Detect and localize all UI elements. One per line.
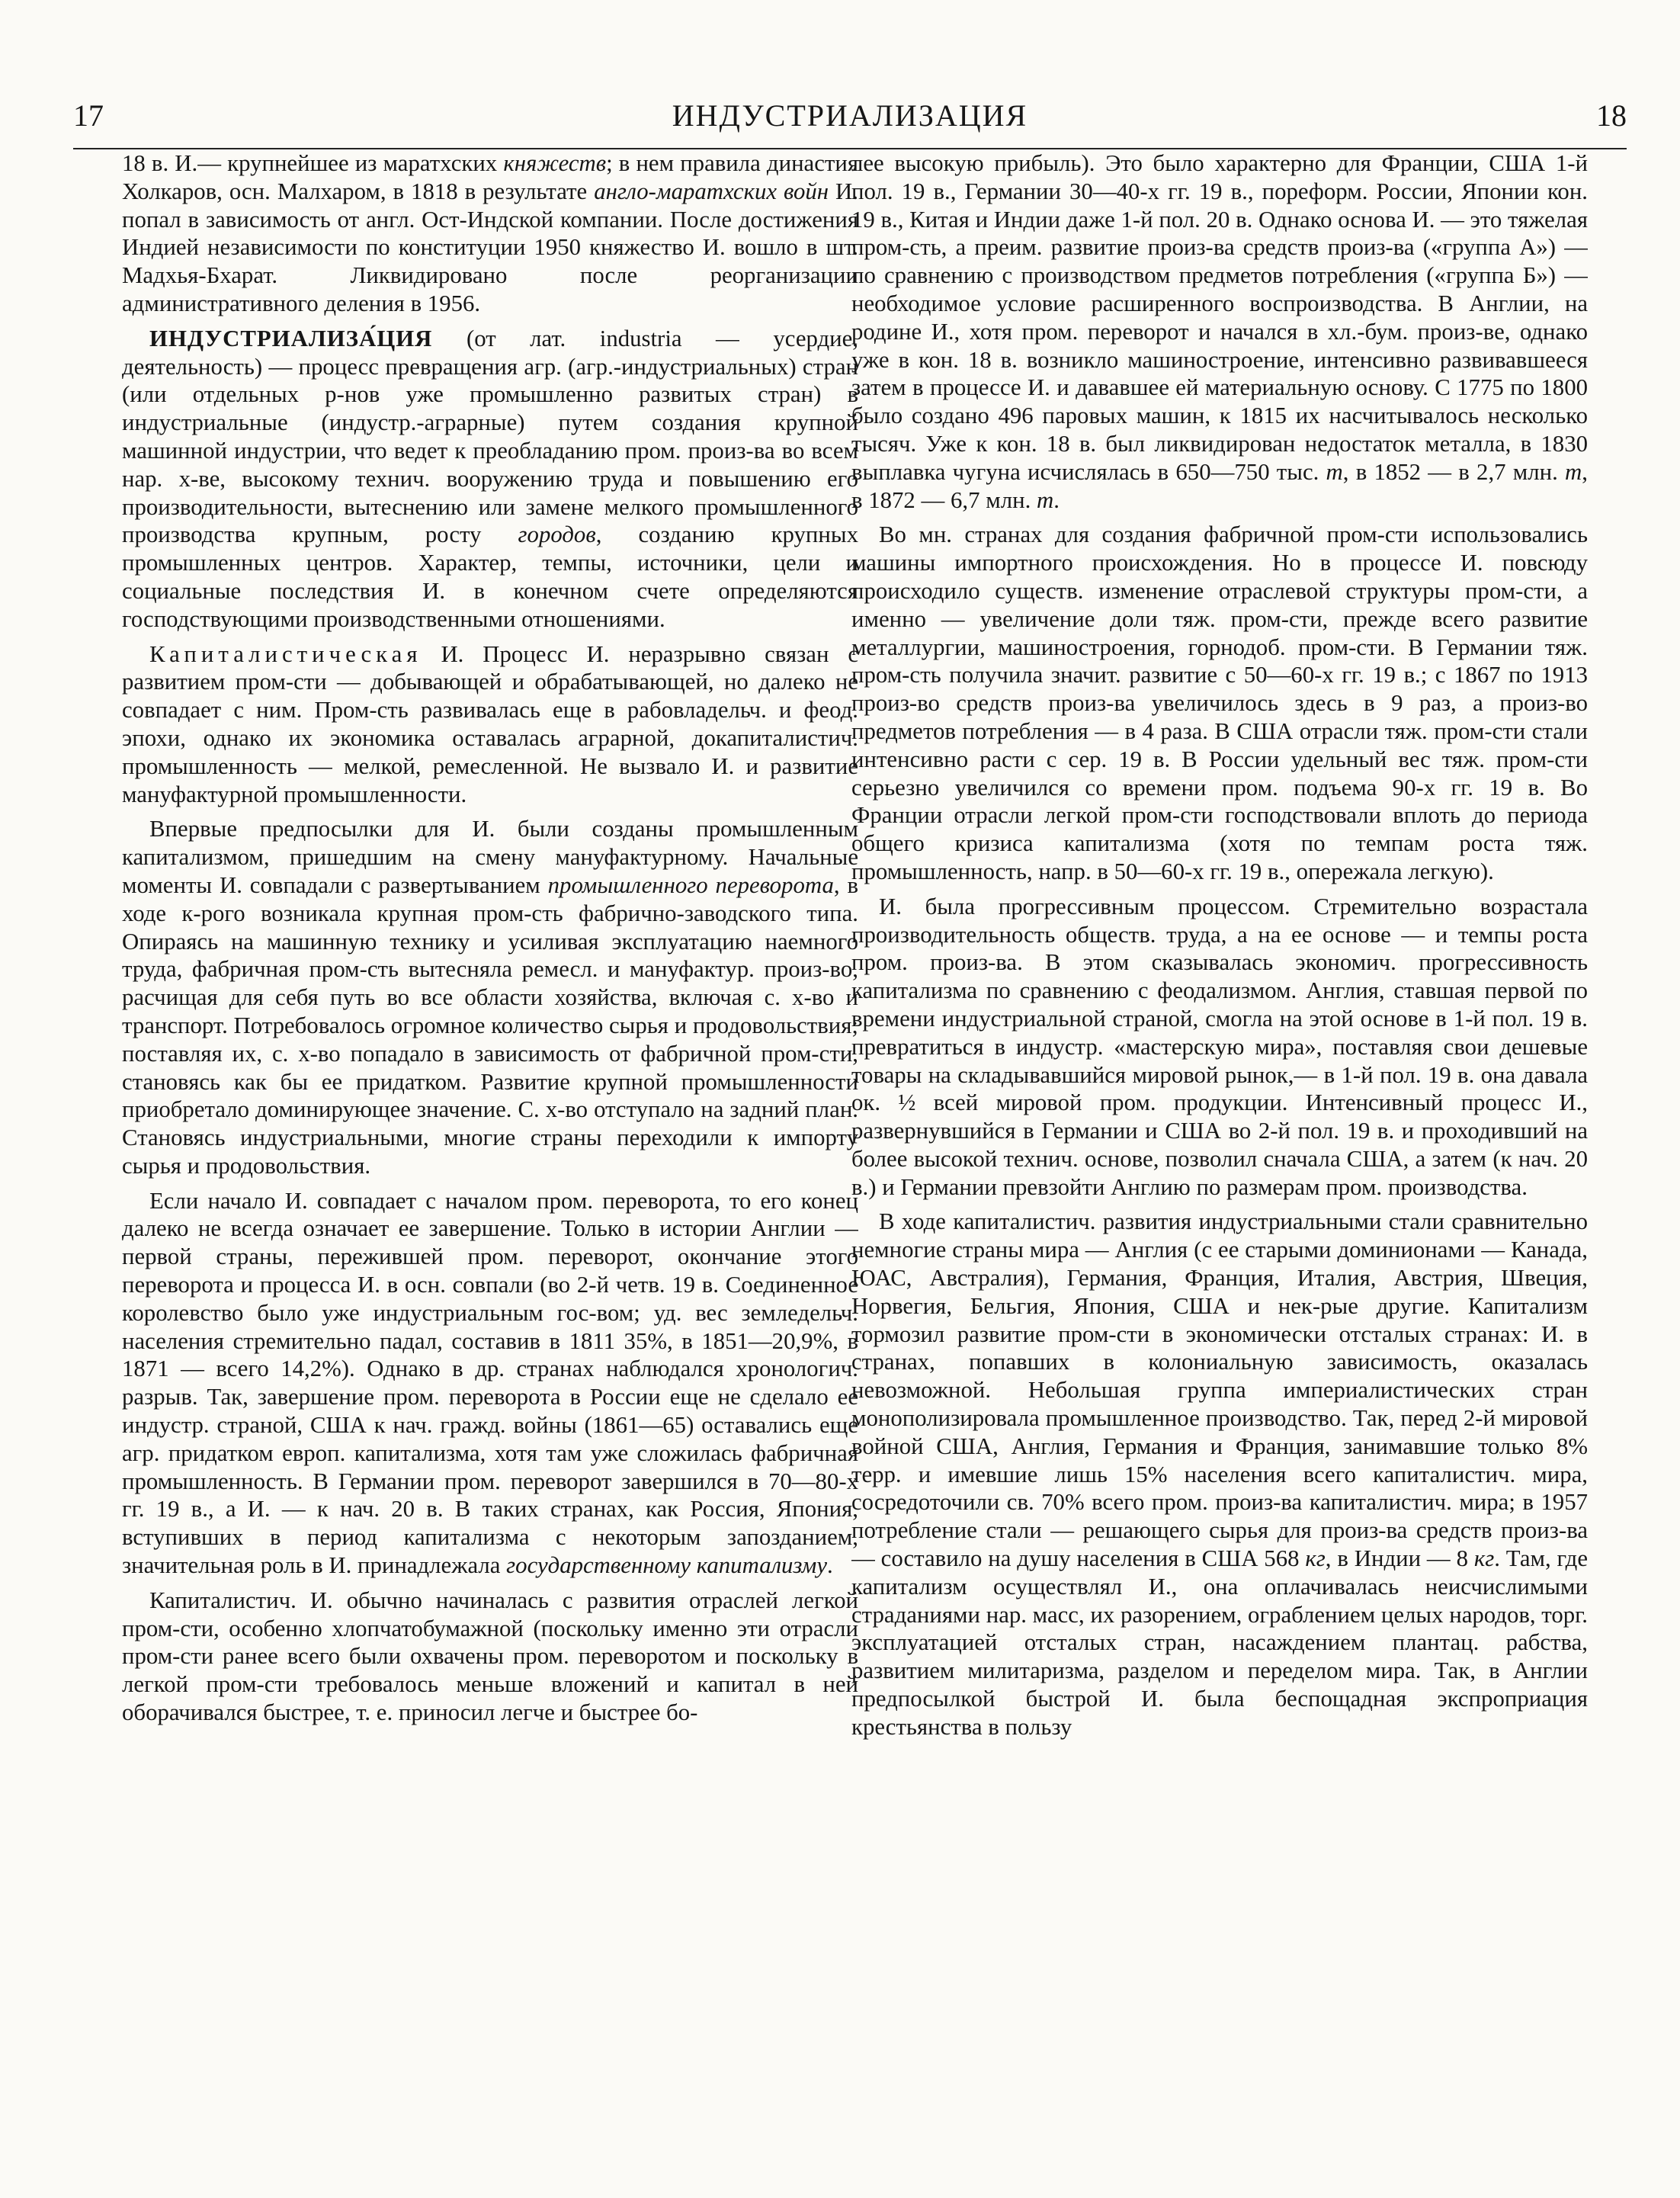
cross-reference: кг (1305, 1545, 1326, 1572)
text-run: В ходе капиталистич. развития индустриальными стали сравнительно немногие страны мира — Англия (с ее старыми доминионами — Канада, ЮАС, Австралия), Германия, Франция, Италия, Австрия, Швеция, Норвегия, Бельгия, Япония, США и нек-рые другие. Капитализм тормозил развитие пром-сти в экономически отсталых странах: И. в странах, попавших в колониальную зависимость, оказалась невозможной. Небольшая группа империалистических стран монополизировала промышленное производство. Так, перед 2-й мировой войной США, Англия, Германия и Франция, занимавшие только 8% терр. и имевшие лишь 15% населения всего капиталистич. мира, сосредоточили св. 70% всего пром. произ-ва капиталистич. мира; в 1957 потребление стали — решающего сырья для произ-ва средств произ-ва — составило на душу населения в США 568 (851, 1208, 1588, 1572)
text-run: , в Индии — 8 (1325, 1545, 1474, 1572)
text-run: . (1053, 486, 1060, 513)
page-number-right: 18 (1596, 98, 1627, 133)
cross-reference: т (1036, 486, 1054, 513)
cross-reference: т (1326, 458, 1343, 485)
left-column (122, 149, 858, 2139)
running-header (73, 88, 1627, 143)
text-run: Впервые предпосылки для И. были созданы промышленным капитализмом, пришедшим на смену мануфактурному. Начальные моменты И. совпадали с развертыванием (122, 816, 858, 898)
text-run: , в 1872 — 6,7 млн. (851, 458, 1588, 513)
paragraph (851, 521, 1588, 885)
text-run: ; в нем правила династия Холкаров, осн. Малхаром, в 1818 в результате (122, 150, 858, 204)
text-run: . Там, где капитализм осуществлял И., она оплачивалась неисчислимыми страданиями нар. масс, их разорением, ограблением целых народов, торг. эксплуатацией отсталых стран, насаждением плантац. рабства, развитием милитаризма, разделом и переделом мира. Так, в Англии предпосылкой быстрой И. была беспощадная экспроприация крестьянства в пользу (851, 1545, 1588, 1740)
paragraph (122, 1187, 858, 1580)
cross-reference: т (1565, 458, 1582, 485)
cross-reference: кг (1473, 1545, 1495, 1572)
text-run: Во мн. странах для создания фабричной пром-сти использовались машины импортного происхождения. Но в процессе И. повсюду происходило существ. изменение отраслевой структуры пром-сти, а именно — увеличение доли тяж. пром-сти, прежде всего развитие металлургии, машиностроения, горнодоб. пром-сти. В Германии тяж. пром-сть получила значит. развитие с 50—60-х гг. 19 в.; с 1867 по 1913 произ-во средств произ-ва увеличилось здесь в 9 раз, а произ-во предметов потребления — в 4 раза. В США отрасли тяж. пром-сти стали интенсивно расти с сер. 19 в. В России удельный вес тяж. пром-сти серьезно увеличился со времени пром. подъема 90-х гг. 19 в. Во Франции отрасли легкой пром-сти господствовали вплоть до периода общего кризиса капитализма (хотя по темпам роста тяж. промышленность, напр. в 50—60-х гг. 19 в., опережала легкую). (851, 521, 1588, 884)
text-run: Капиталистическая (149, 640, 422, 667)
paragraph (122, 815, 858, 1179)
text-run: Капиталистич. И. обычно начиналась с развития отраслей легкой пром-сти, особенно хлопчатобумажной (поскольку именно эти отрасли пром-сти ранее всего были охвачены пром. переворотом и поскольку в легкой пром-сти требовалось меньше вложений и капитал в ней оборачивался быстрее, т. е. приносил легче и быстрее бо- (122, 1587, 858, 1726)
cross-reference: городов (518, 521, 596, 548)
paragraph (122, 149, 858, 318)
text-run: 18 в. И.— крупнейшее из маратхских (122, 150, 504, 176)
text-run: , в ходе к-рого возникала крупная пром-сть фабрично-заводского типа. Опираясь на машинную технику и усиливая эксплуатацию наемного труда, фабричная пром-сть вытесняла ремесл. и мануфактур. произ-во, расчищая для себя путь во все области хозяйства, включая с. х-во и транспорт. Потребовалось огромное количество сырья и продовольствия; поставляя их, с. х-во попадало в зависимость от фабричной пром-сти, становясь как бы ее придатком. Развитие крупной промышленности приобретало доминирующее значение. С. х-во отступало на задний план. Становясь индустриальными, многие страны переходили к импорту сырья и продовольствия. (122, 871, 858, 1179)
paragraph (851, 1208, 1588, 1741)
text-run: лее высокую прибыль). Это было характерно для Франции, США 1-й пол. 19 в., Германии 30—40-х гг. 19 в., пореформ. России, Японии кон. 19 в., Китая и Индии даже 1-й пол. 20 в. Однако основа И. — это тяжелая пром-сть, а преим. развитие произ-ва средств произ-ва («группа А») — по сравнению с производством предметов потребления («группа Б») — необходимое условие расширенного воспроизводства. В Англии, на родине И., хотя пром. переворот и начался в хл.-бум. произ-ве, однако уже в кон. 18 в. возникло машиностроение, интенсивно развивавшееся затем в процессе И. и дававшее ей материальную основу. С 1775 по 1800 было создано 496 паровых машин, к 1815 их насчитывалось несколько тысяч. Уже к кон. 18 в. был ликвидирован недостаток металла, в 1830 выплавка чугуна исчислялась в 650—750 тыс. (851, 150, 1588, 485)
page-number-left: 17 (73, 98, 104, 133)
text-run: И. была прогрессивным процессом. Стремительно возрастала производительность обществ. труда, а на ее основе — и темпы роста пром. произ-ва. В этом сказывалась экономич. прогрессивность капитализма по сравнению с феодализмом. Англия, ставшая первой по времени индустриальной страной, смогла на этой основе в 1-й пол. 19 в. превратиться в индустр. «мастерскую мира», поставляя свои дешевые товары на складывавшийся мировой рынок,— в 1-й пол. 19 в. она давала ок. ½ всей мировой пром. продукции. Интенсивный процесс И., развернувшийся в Германии и США во 2-й пол. 19 в. и проходивший на более высокой технич. основе, позволил сначала США, а затем (к нач. 20 в.) и Германии превзойти Англию по размерам пром. производства. (851, 893, 1588, 1200)
right-column (851, 149, 1588, 2139)
paragraph (851, 149, 1588, 514)
headword: ИНДУСТРИАЛИЗА́ЦИЯ (149, 325, 433, 351)
text-run: . (827, 1552, 833, 1579)
cross-reference: англо-маратхских войн (594, 178, 829, 204)
paragraph (122, 640, 858, 809)
paragraph (122, 325, 858, 634)
text-run: , созданию крупных промышленных центров. Характер, темпы, источники, цели и социальные последствия И. в конечном счете определяются господствующими производственными отношениями. (122, 521, 858, 632)
text-run: Если начало И. совпадает с началом пром. переворота, то его конец далеко не всегда означает ее завершение. Только в истории Англии — первой страны, пережившей пром. переворот, окончание этого переворота и процесса И. в осн. совпали (во 2-й четв. 19 в. Соединенное королевство было уже индустриальным гос-вом; уд. вес земледельч. населения стремительно падал, составив в 1811 35%, в 1851—20,9%, в 1871 — всего 14,2%). Однако в др. странах наблюдался хронологич. разрыв. Так, завершение пром. переворота в России еще не сделало ее индустр. страной, США к нач. гражд. войны (1861—65) оставались еще агр. придатком европ. капитализма, хотя там уже сложилась фабричная промышленность. В Германии пром. переворот завершился в 70—80-х гг. 19 в., а И. — к нач. 20 в. В таких странах, как Россия, Япония, вступивших в период капитализма с некоторым запозданием, значительная роль в И. принадлежала (122, 1187, 858, 1579)
cross-reference: княжеств (503, 150, 607, 176)
text-run: , в 1852 — в 2,7 млн. (1342, 458, 1566, 485)
cross-reference: государственному капитализму (506, 1552, 827, 1579)
paragraph (122, 1587, 858, 1727)
running-title: ИНДУСТРИАЛИЗАЦИЯ (672, 98, 1028, 133)
text-run: И. попал в зависимость от англ. Ост-Индской компании. После достижения Индией независимости по конституции 1950 княжество И. вошло в шт. Мадхья-Бхарат. Ликвидировано после реорганизации административного деления в 1956. (122, 178, 858, 316)
cross-reference: промышленного переворота (547, 871, 834, 898)
text-run: (от лат. industria — усердие, деятельность) — процесс превращения агр. (агр.-индустриальных) стран (или отдельных р-нов уже промышленно развитых стран) в индустриальные (индустр.-аграрные) путем создания крупной машинной индустрии, что ведет к преобладанию пром. произ-ва во всем нар. х-ве, высокому технич. вооружению труда и повышению его производительности, вытеснению или замене мелкого промышленного производства крупным, росту (122, 325, 858, 548)
text-run: И. Процесс И. неразрывно связан с развитием пром-сти — добывающей и обрабатывающей, но далеко не совпадает с ним. Пром-сть развивалась еще в рабовладельч. и феод. эпохи, однако их экономика оставалась аграрной, докапиталистич. промышленность — мелкой, ремесленной. Не вызвало И. и развитие мануфактурной промышленности. (122, 640, 858, 807)
paragraph (851, 893, 1588, 1202)
